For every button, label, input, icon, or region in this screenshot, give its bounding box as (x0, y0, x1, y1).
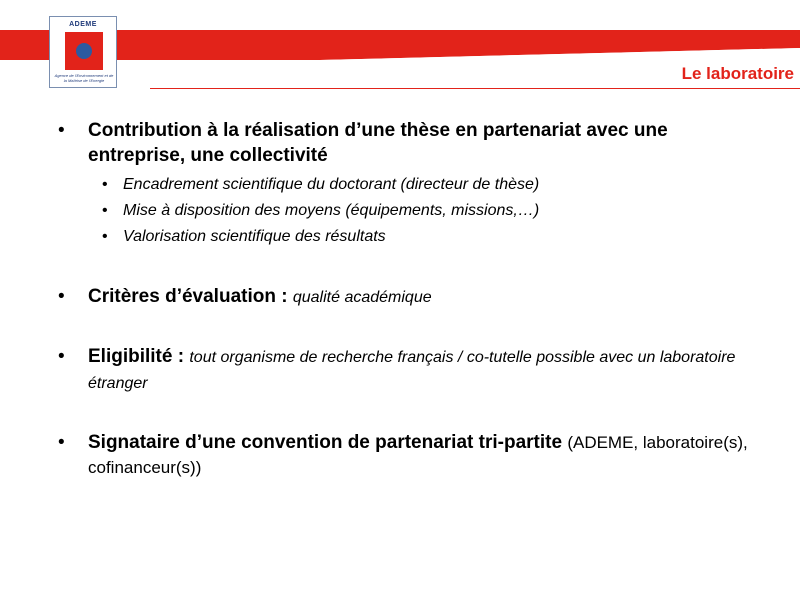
spacer (56, 250, 756, 284)
sub-bullet-list (88, 172, 756, 250)
globe-icon (76, 43, 92, 59)
spacer (56, 310, 756, 344)
sub-bullet: • Mise à disposition des moyens (équipements, missions,…) (88, 198, 756, 224)
logo-tagline: Agence de l'Environnement et de la Maîtrise de l'Energie (54, 73, 114, 83)
ademe-logo (49, 16, 117, 88)
bullet-detail: tout organisme de recherche français / co-tutelle possible avec un laboratoire étranger (88, 349, 736, 392)
bullet-contribution (56, 118, 756, 250)
bullet-heading: Signataire d’une convention de partenariat tri-partite (88, 432, 563, 453)
bullet-heading: Critères d’évaluation : (88, 286, 288, 307)
header-red-band (0, 0, 800, 60)
spacer (56, 396, 756, 430)
bullet-heading: Eligibilité : (88, 346, 185, 367)
bullet-heading: Contribution à la réalisation d’une thèse en partenariat avec une entreprise, une collectivité (88, 120, 668, 166)
sub-bullet: • Encadrement scientifique du doctorant (directeur de thèse) (88, 172, 756, 198)
title-divider (150, 88, 800, 89)
section-title: Le laboratoire (681, 64, 794, 83)
bullet-criteres (56, 284, 756, 310)
slide-body (56, 118, 756, 480)
bullet-eligibilite (56, 344, 756, 396)
bullet-list (56, 118, 756, 480)
bullet-signataire (56, 430, 756, 480)
sub-bullet: • Valorisation scientifique des résultats (88, 224, 756, 250)
bullet-detail: (ADEME, laboratoire(s), cofinanceur(s)) (88, 433, 748, 477)
logo-mark-icon (65, 32, 103, 70)
logo-name: ADEME (69, 21, 97, 28)
bullet-detail: qualité académique (292, 289, 432, 306)
